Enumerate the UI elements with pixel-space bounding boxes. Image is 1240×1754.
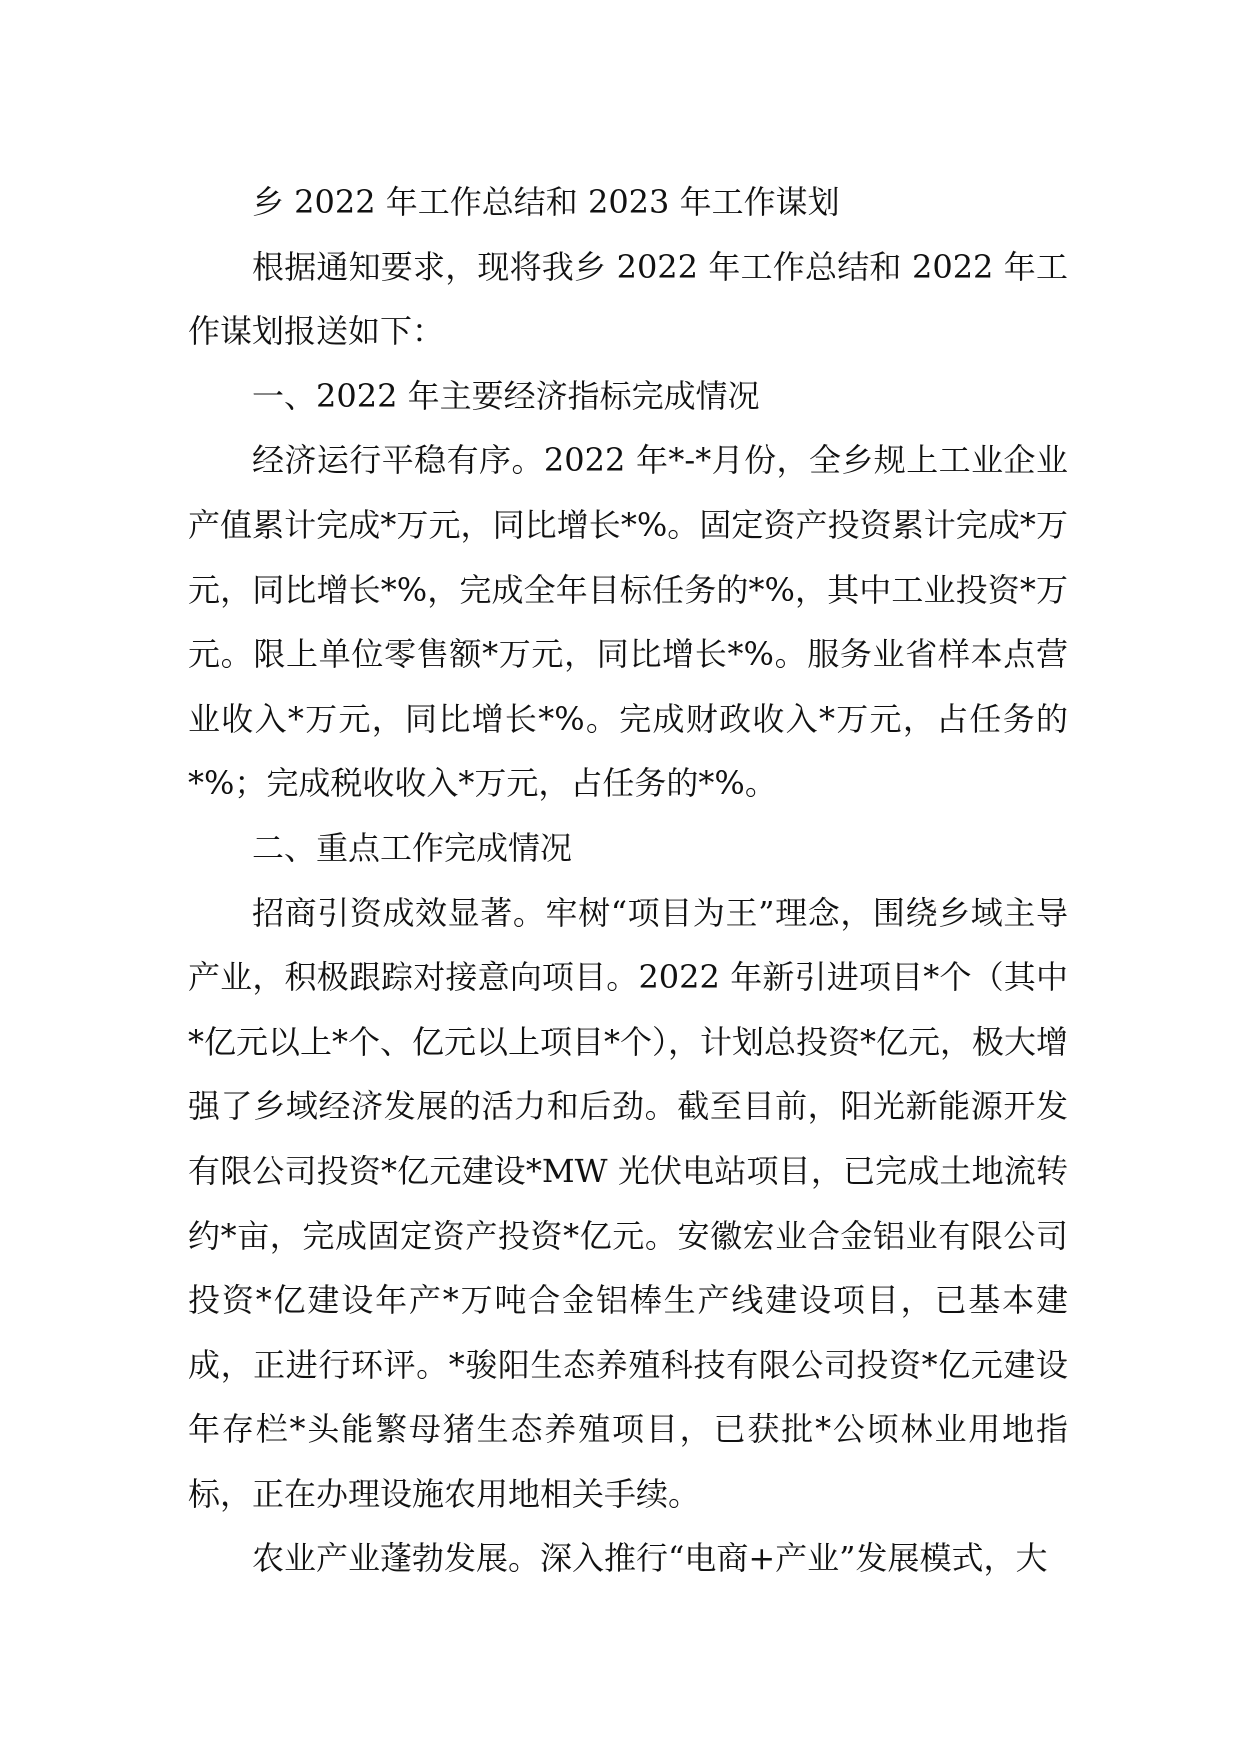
document-body — [188, 170, 1068, 1591]
document-title: 乡 2022 年工作总结和 2023 年工作谋划 — [252, 183, 840, 221]
section-2-heading: 二、重点工作完成情况 — [252, 828, 573, 867]
section-2-paragraph-1: 招商引资成效显著。牢树“项目为王”理念，围绕乡域主导产业，积极跟踪对接意向项目。2022 年新引进项目*个（其中*亿元以上*个、亿元以上项目*个），计划总投资*亿元，极大增强了乡域经济发展的活力和后劲。截至目前，阳光新能源开发有限公司投资*亿元建设*MW 光伏电站项目，已完成土地流转约*亩，完成固定资产投资*亿元。安徽宏业合金铝业有限公司投资*亿建设年产*万吨合金铝棒生产线建设项目，已基本建成，正进行环评。*骏阳生态养殖科技有限公司投资*亿元建设年存栏*头能繁母猪生态养殖项目，已获批*公顷林业用地指标，正在办理设施农用地相关手续。 — [188, 893, 1069, 1513]
section-1-paragraph: 经济运行平稳有序。2022 年*-*月份，全乡规上工业企业产值累计完成*万元，同比增长*%。固定资产投资累计完成*万元，同比增长*%，完成全年目标任务的*%，其中工业投资*万元。限上单位零售额*万元，同比增长*%。服务业省样本点营业收入*万元，同比增长*%。完成财政收入*万元，占任务的*%；完成税收收入*万元，占任务的*%。 — [188, 441, 1068, 803]
intro-paragraph: 根据通知要求，现将我乡 2022 年工作总结和 2022 年工作谋划报送如下： — [188, 247, 1068, 351]
section-1-heading: 一、2022 年主要经济指标完成情况 — [252, 376, 760, 415]
section-2-paragraph-2: 农业产业蓬勃发展。深入推行“电商+产业”发展模式，大 — [252, 1539, 1048, 1578]
